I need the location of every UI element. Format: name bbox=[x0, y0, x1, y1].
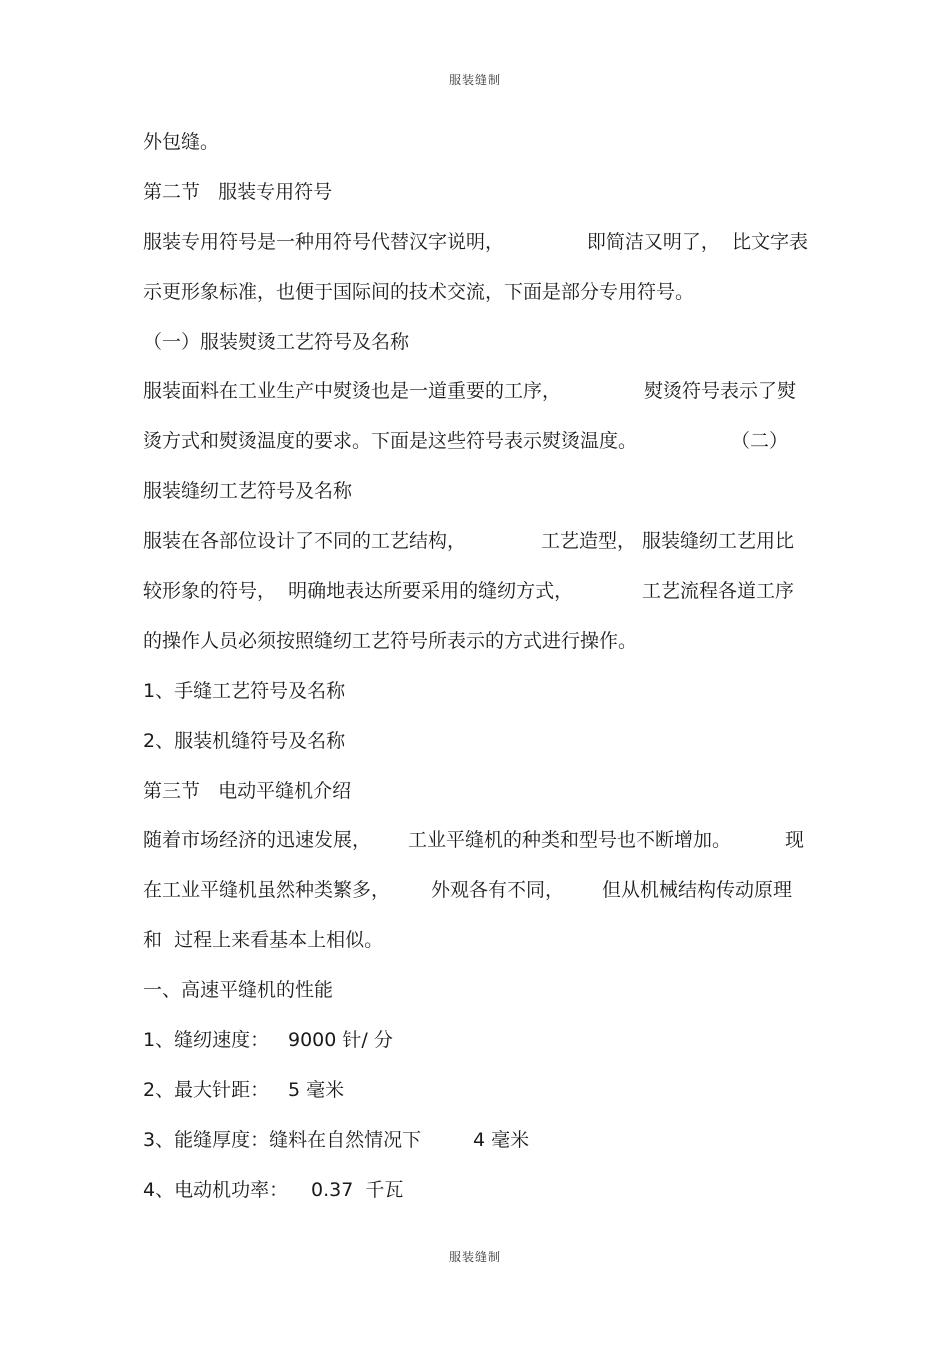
list-item bbox=[143, 675, 808, 725]
text-line bbox=[143, 126, 808, 176]
text-segment: 第三节 电动平缝机介绍 bbox=[143, 779, 352, 802]
text-segment: 服装缝纫工艺符号及名称 bbox=[143, 480, 353, 503]
spec-item bbox=[143, 1174, 808, 1224]
text-segment: （一）服装熨烫工艺符号及名称 bbox=[143, 330, 410, 353]
text-segment: 工艺造型， 服装缝纫工艺用比 bbox=[540, 530, 794, 553]
text-line bbox=[143, 525, 808, 575]
text-segment: 服装在各部位设计了不同的工艺结构， bbox=[143, 530, 467, 553]
text-line bbox=[143, 276, 808, 326]
text-line bbox=[143, 874, 808, 924]
text-segment: 第二节 服装专用符号 bbox=[143, 180, 333, 203]
text-segment: 的操作人员必须按照缝纫工艺符号所表示的方式进行操作。 bbox=[143, 629, 638, 652]
text-segment: 服装面料在工业生产中熨烫也是一道重要的工序， bbox=[143, 380, 562, 403]
text-segment: 在工业平缝机虽然种类繁多， bbox=[143, 879, 391, 902]
spec-value: 4 毫米 bbox=[473, 1128, 530, 1151]
spec-label: 4、电动机功率： bbox=[143, 1178, 289, 1201]
text-segment: 即简洁又明了， 比文字表 bbox=[586, 230, 808, 253]
section-heading bbox=[143, 176, 808, 226]
subsection-heading bbox=[143, 475, 808, 525]
text-line bbox=[143, 625, 808, 675]
text-line bbox=[143, 924, 808, 974]
spec-value: 0.37 千瓦 bbox=[311, 1178, 404, 1201]
text-segment: 工业平缝机的种类和型号也不断增加。 bbox=[408, 829, 732, 852]
spec-label: 1、缝纫速度： bbox=[143, 1029, 270, 1052]
text-segment: 较形象的符号， 明确地表达所要采用的缝纫方式， bbox=[143, 580, 574, 603]
text-segment: 熨烫符号表示了熨 bbox=[643, 380, 796, 403]
text-segment: （二） bbox=[730, 430, 788, 453]
spec-label: 2、最大针距： bbox=[143, 1078, 270, 1101]
subsection-heading bbox=[143, 974, 808, 1024]
text-line bbox=[143, 375, 808, 425]
running-footer: 服装缝制 bbox=[448, 1250, 501, 1264]
running-header: 服装缝制 bbox=[448, 73, 501, 87]
text-line bbox=[143, 226, 808, 276]
spec-value: 5 毫米 bbox=[288, 1078, 345, 1101]
list-item bbox=[143, 725, 808, 775]
text-segment: 和 过程上来看基本上相似。 bbox=[143, 929, 384, 952]
spec-item bbox=[143, 1024, 808, 1074]
text-line bbox=[143, 575, 808, 625]
text-line bbox=[143, 425, 808, 475]
spec-label: 3、能缝厚度：缝料在自然情况下 bbox=[143, 1128, 422, 1151]
text-segment: 一、高速平缝机的性能 bbox=[143, 979, 334, 1002]
spec-item bbox=[143, 1124, 808, 1174]
text-segment: 服装专用符号是一种用符号代替汉字说明， bbox=[143, 230, 505, 253]
spec-item bbox=[143, 1074, 808, 1124]
subsection-heading bbox=[143, 326, 808, 376]
text-segment: 2、服装机缝符号及名称 bbox=[143, 729, 346, 752]
text-segment: 外观各有不同， bbox=[431, 879, 565, 902]
text-segment: 随着市场经济的迅速发展， bbox=[143, 829, 372, 852]
text-segment: 外包缝。 bbox=[143, 131, 220, 153]
section-heading bbox=[143, 775, 808, 825]
text-line bbox=[143, 824, 808, 874]
text-segment: 但从机械结构传动原理 bbox=[601, 879, 792, 902]
spec-value: 9000 针/ 分 bbox=[288, 1029, 393, 1052]
text-segment: 工艺流程各道工序 bbox=[641, 580, 794, 603]
text-segment: 现 bbox=[784, 829, 804, 852]
document-body bbox=[143, 126, 808, 1224]
text-segment: 示更形象标准，也便于国际间的技术交流，下面是部分专用符号。 bbox=[143, 280, 695, 303]
text-segment: 1、手缝工艺符号及名称 bbox=[143, 679, 346, 702]
text-segment: 烫方式和熨烫温度的要求。下面是这些符号表示熨烫温度。 bbox=[143, 430, 638, 453]
